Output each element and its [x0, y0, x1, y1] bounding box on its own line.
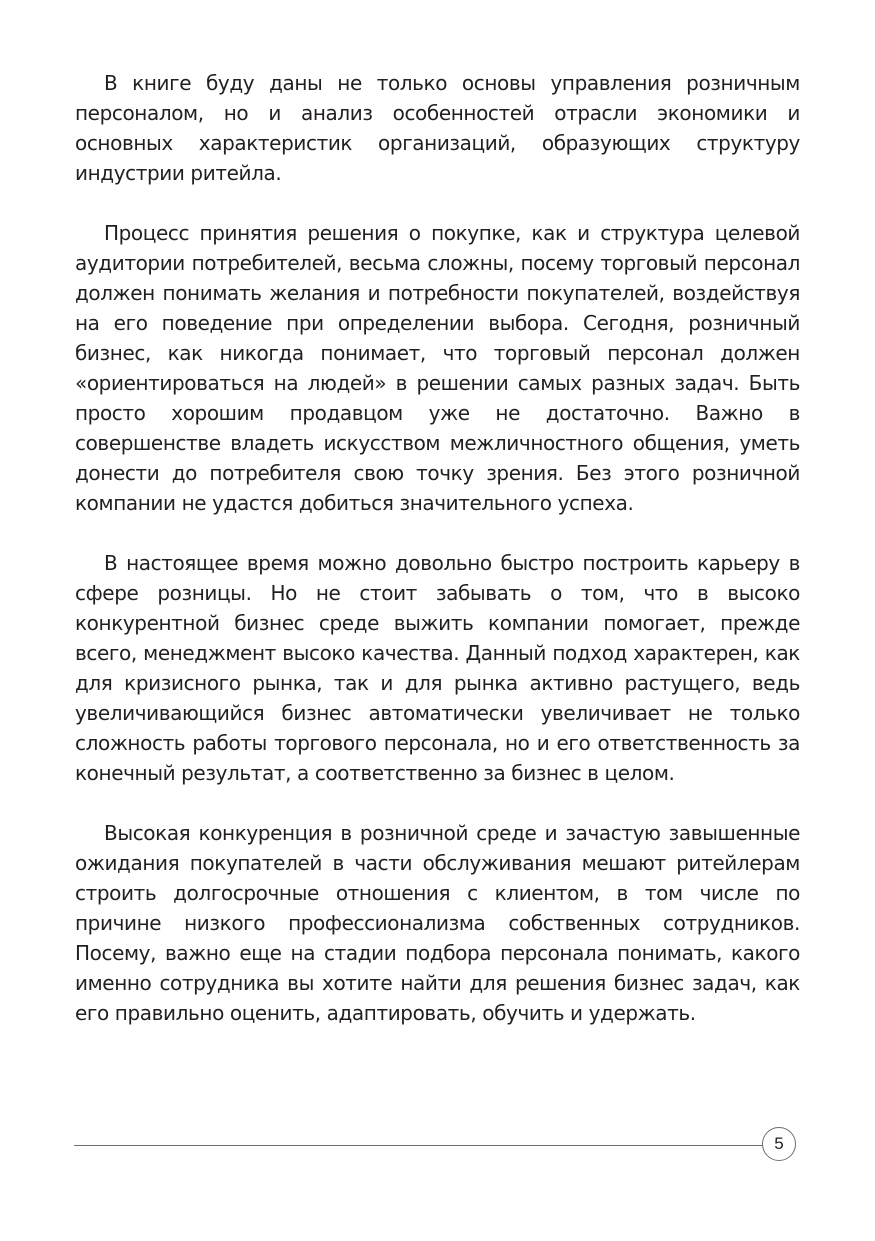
- paragraph-4: Высокая конкуренция в розничной среде и зачастую завышенные ожидания покупателей в части обслуживания мешают ритейлерам строить долгосрочные отношения с клиентом, в том числе по причине низкого профессионализма собственных сотрудников. Посему, важно еще на стадии подбора персонала понимать, какого именно сотрудника вы хотите найти для решения бизнес задач, как его правильно оценить, адаптировать, обучить и удержать.: [75, 821, 800, 1025]
- page-number: 5: [762, 1127, 796, 1161]
- footer-divider: [74, 1145, 764, 1146]
- page-body: [75, 68, 800, 1058]
- paragraph-3: В настоящее время можно довольно быстро построить карьеру в сфере розницы. Но не стоит забывать о том, что в высоко конкурентной бизнес среде выжить компании помогает, прежде всего, менеджмент высоко качества. Данный подход характерен, как для кризисного рынка, так и для рынка активно растущего, ведь увеличивающийся бизнес автоматически увеличивает не только сложность работы торгового персонала, но и его ответственность за конечный результат, а соответственно за бизнес в целом.: [75, 551, 800, 785]
- paragraph-2: Процесс принятия решения о покупке, как и структура целевой аудитории потребителей, весьма сложны, посему торговый персонал должен понимать желания и потребности покупателей, воздействуя на его поведение при определении выбора. Сегодня, розничный бизнес, как никогда понимает, что торговый персонал должен «ориентироваться на людей» в решении самых разных задач. Быть просто хорошим продавцом уже не достаточно. Важно в совершенстве владеть искусством межличностного общения, уметь донести до потребителя свою точку зрения. Без этого розничной компании не удастся добиться значительного успеха.: [75, 221, 800, 515]
- paragraph-1: В книге буду даны не только основы управления розничным персоналом, но и анализ особенностей отрасли экономики и основных характеристик организаций, образующих структуру индустрии ритейла.: [75, 71, 800, 185]
